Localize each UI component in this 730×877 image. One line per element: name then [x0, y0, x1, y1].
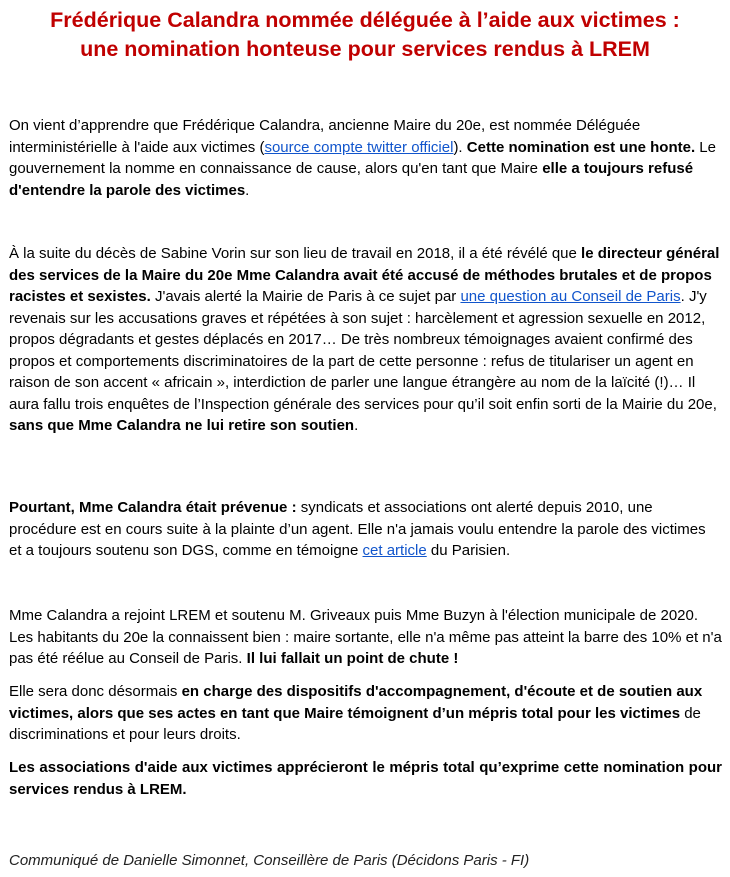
text: ).: [453, 138, 467, 156]
paragraph-nomination: [9, 115, 722, 201]
page-title-line-1: Frédérique Calandra nommée déléguée à l’aide aux victimes :: [50, 8, 680, 32]
paragraph-lrem: [9, 605, 722, 670]
text: du Parisien.: [426, 542, 511, 559]
text: Mme Calandra a rejoint LREM et soutenu M. Griveaux puis Mme Buzyn à l'élection municipale de 2020. Les habitants du 20e la connaissent bien : maire sortante, elle n'a même pas atteint la barre des 10% et n'a pas été réélue au Conseil de Paris.: [9, 607, 722, 667]
text: À la suite du décès de Sabine Vorin sur son lieu de travail en 2018, il a été révélé que: [9, 245, 582, 262]
text: syndicats et associations ont alerté depuis 2010, une procédure est en cours suite à la plainte d’un agent. Elle n'a jamais voulu entendre la parole des victimes et a toujours soutenu son DGS, comme en témoigne: [9, 499, 706, 559]
bold-text: sans que Mme Calandra ne lui retire son soutien: [9, 417, 355, 434]
bold-text: Cette nomination est une honte.: [466, 138, 696, 156]
text: .: [354, 417, 359, 434]
text: de discriminations et pour leurs droits.: [9, 704, 701, 743]
text: . J'y revenais sur les accusations graves et répétées à son sujet : harcèlement et agression sexuelle en 2012, propos dégradants et gestes déplacés en 2017… De très nombreux témoignages avaient confirmé des propos et comportements discriminatoires de la part de cette personne : refus de titulariser un agent en raison de son accent « africain », interdiction de parler une langue étrangère au nom de la laïcité (!)… Il aura fallu trois enquêtes de l’Inspection générale des services pour qu’il soit enfin sorti de la Mairie du 20e,: [9, 288, 717, 413]
bold-text: en charge des dispositifs d'accompagnement, d'écoute et de soutien aux victimes, alors que ses actes en tant que Maire témoignent d’un mépris total pour les victimes: [9, 683, 703, 722]
bold-text: elle a toujours refusé d'entendre la parole des victimes: [9, 160, 694, 199]
page-title-line-2: une nomination honteuse pour services rendus à LREM: [80, 37, 650, 61]
paragraph-dgs-accusations: [9, 243, 722, 437]
page-title: [0, 6, 730, 64]
text: J'avais alerté la Mairie de Paris à ce sujet par: [150, 288, 461, 305]
text: On vient d’apprendre que Frédérique Calandra, ancienne Maire du 20e, est nommée Déléguée interministérielle à l'aide aux victimes (: [9, 117, 641, 156]
signature: Communiqué de Danielle Simonnet, Conseillère de Paris (Décidons Paris - FI): [9, 852, 530, 869]
paragraph-associations: [9, 757, 722, 800]
text: Elle sera donc désormais: [9, 683, 182, 700]
paragraph-charge: [9, 681, 722, 746]
bold-text: Les associations d'aide aux victimes apprécieront le mépris total qu’exprime cette nomination pour services rendus à LREM.: [9, 759, 722, 798]
paragraph-prevenue: [9, 497, 722, 562]
bold-text: Pourtant, Mme Calandra était prévenue :: [9, 499, 297, 516]
bold-text: Il lui fallait un point de chute !: [246, 650, 459, 667]
text: Le gouvernement la nomme en connaissance de cause, alors qu'en tant que Maire: [9, 138, 716, 177]
parisien-article-link[interactable]: cet article: [362, 542, 427, 559]
conseil-question-link[interactable]: une question au Conseil de Paris: [460, 288, 681, 305]
text: .: [245, 181, 250, 199]
bold-text: le directeur général des services de la Maire du 20e Mme Calandra avait été accusé de méthodes brutales et de propos racistes et sexistes.: [9, 245, 720, 305]
twitter-source-link[interactable]: source compte twitter officiel: [264, 138, 454, 156]
